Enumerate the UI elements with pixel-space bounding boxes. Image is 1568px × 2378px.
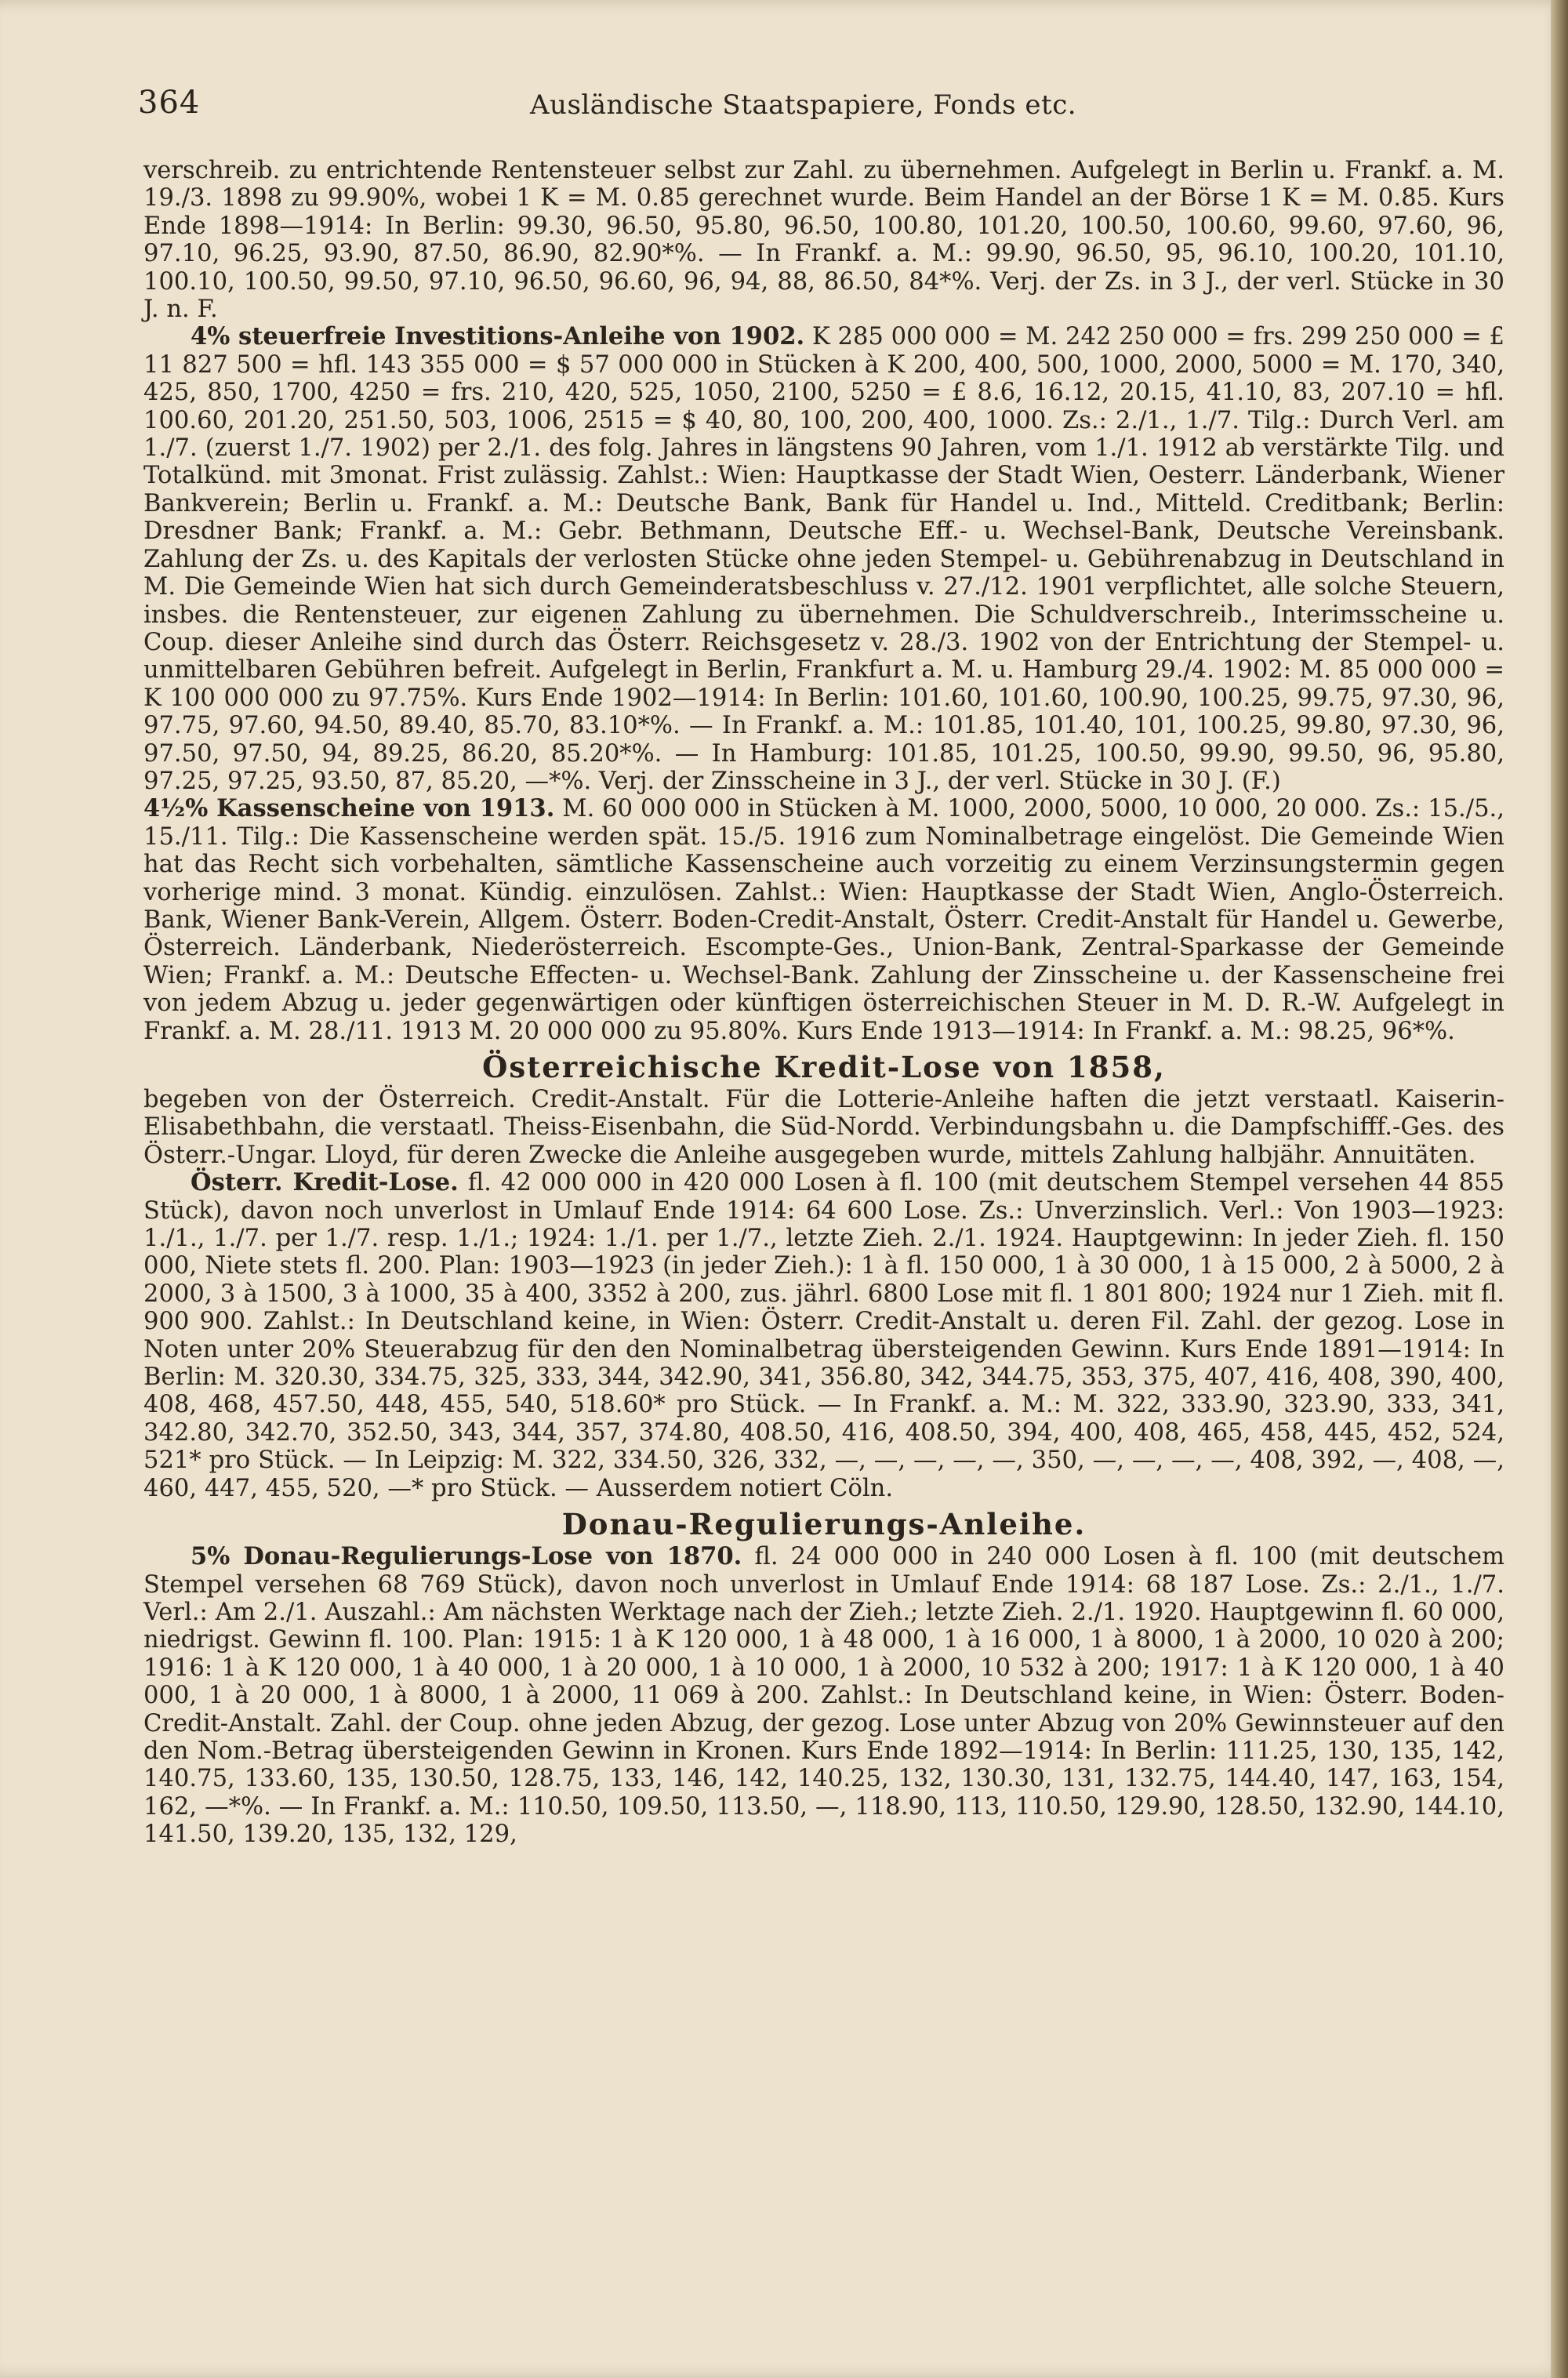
- section-title-donau-regulierung: Donau-Regulierungs-Anleihe.: [561, 1507, 1087, 1542]
- paragraph-kredit-lose: [143, 1169, 1504, 1502]
- entry-heading-kredit-lose: Österr. Kredit-Lose.: [191, 1168, 459, 1197]
- paragraph-investitions-anleihe: [143, 323, 1504, 795]
- entry-heading-donau-lose: 5% Donau-Regulierungs-Lose von 1870.: [191, 1542, 742, 1571]
- section-title-kredit-lose: Österreichische Kredit-Lose von 1858,: [482, 1050, 1166, 1084]
- page-number: 364: [138, 85, 201, 121]
- paragraph-kredit-lose-intro: begeben von der Österreich. Credit-Anstalt. Für die Lotterie-Anleihe haften die jetzt verstaatl. Kaiserin-Elisabethbahn, die verstaatl. Theiss-Eisenbahn, die Süd-Nordd. Verbindungsbahn u. die Dampfschifff.-Ges. des Österr.-Ungar. Lloyd, für deren Zwecke die Anleihe ausgegeben wurde, mittels Zahlung halbjähr. Annuitäten.: [143, 1086, 1504, 1169]
- entry-text-kredit-lose: fl. 42 000 000 in 420 000 Losen à fl. 100 (mit deutschem Stempel versehen 44 855 Stück), davon noch unverlost in Umlauf Ende 1914: 64 600 Lose. Zs.: Unverzinslich. Verl.: Von 1903—1923: 1./1., 1./7. per 1./7. resp. 1./1.; 1924: 1./1. per 1./7., letzte Zieh. 2./1. 1924. Hauptgewinn: In jeder Zieh. fl. 150 000, Niete stets fl. 200. Plan: 1903—1923 (in jeder Zieh.): 1 à fl. 150 000, 1 à 30 000, 1 à 15 000, 2 à 5000, 2 à 2000, 3 à 1500, 3 à 1000, 35 à 400, 3352 à 200, zus. jährl. 6800 Lose mit fl. 1 801 800; 1924 nur 1 Zieh. mit fl. 900 900. Zahlst.: In Deutschland keine, in Wien: Österr. Credit-Anstalt u. deren Fil. Zahl. der gezog. Lose in Noten unter 20% Steuerabzug für den den Nominalbetrag übersteigenden Gewinn. Kurs Ende 1891—1914: In Berlin: M. 320.30, 334.75, 325, 333, 344, 342.90, 341, 356.80, 342, 344.75, 353, 375, 407, 416, 408, 390, 400, 408, 468, 457.50, 448, 455, 540, 518.60* pro Stück. — In Frankf. a. M.: M. 322, 333.90, 323.90, 333, 341, 342.80, 342.70, 352.50, 343, 344, 357, 374.80, 408.50, 416, 408.50, 394, 400, 408, 465, 458, 445, 452, 524, 521* pro Stück. — In Leipzig: M. 322, 334.50, 326, 332, —, —, —, —, —, 350, —, —, —, —, 408, 392, —, 408, —, 460, 447, 455, 520, —* pro Stück. — Ausserdem notiert Cöln.: [143, 1169, 1504, 1502]
- page-body: [143, 157, 1504, 1849]
- entry-text-kassenscheine: M. 60 000 000 in Stücken à M. 1000, 2000, 5000, 10 000, 20 000. Zs.: 15./5., 15./11. Tilg.: Die Kassenscheine werden spät. 15./5. 1916 zum Nominalbetrage eingelöst. Die Gemeinde Wien hat das Recht sich vorbehalten, sämtliche Kassenscheine auch vorzeitig zu einem Verzinsungstermin gegen vorherige mind. 3 monat. Kündig. einzulösen. Zahlst.: Wien: Hauptkasse der Stadt Wien, Anglo-Österreich. Bank, Wiener Bank-Verein, Allgem. Österr. Boden-Credit-Anstalt, Österr. Credit-Anstalt für Handel u. Gewerbe, Österreich. Länderbank, Niederösterreich. Escompte-Ges., Union-Bank, Zentral-Sparkasse der Gemeinde Wien; Frankf. a. M.: Deutsche Effecten- u. Wechsel-Bank. Zahlung der Zinsscheine u. der Kassenscheine frei von jedem Abzug u. jeder gegenwärtigen oder künftigen österreichischen Steuer in M. D. R.-W. Aufgelegt in Frankf. a. M. 28./11. 1913 M. 20 000 000 zu 95.80%. Kurs Ende 1913—1914: In Frankf. a. M.: 98.25, 96*%.: [143, 795, 1504, 1045]
- entry-heading-investitions-anleihe: 4% steuerfreie Investitions-Anleihe von 1902.: [191, 322, 805, 351]
- entry-text-investitions-anleihe: K 285 000 000 = M. 242 250 000 = frs. 299 250 000 = £ 11 827 500 = hfl. 143 355 000 = $ 57 000 000 in Stücken à K 200, 400, 500, 1000, 2000, 5000 = M. 170, 340, 425, 850, 1700, 4250 = frs. 210, 420, 525, 1050, 2100, 5250 = £ 8.6, 16.12, 20.15, 41.10, 83, 207.10 = hfl. 100.60, 201.20, 251.50, 503, 1006, 2515 = $ 40, 80, 100, 200, 400, 1000. Zs.: 2./1., 1./7. Tilg.: Durch Verl. am 1./7. (zuerst 1./7. 1902) per 2./1. des folg. Jahres in längstens 90 Jahren, vom 1./1. 1912 ab verstärkte Tilg. und Totalkünd. mit 3monat. Frist zulässig. Zahlst.: Wien: Hauptkasse der Stadt Wien, Oesterr. Länderbank, Wiener Bankverein; Berlin u. Frankf. a. M.: Deutsche Bank, Bank für Handel u. Ind., Mitteld. Creditbank; Berlin: Dresdner Bank; Frankf. a. M.: Gebr. Bethmann, Deutsche Eff.- u. Wechsel-Bank, Deutsche Vereinsbank. Zahlung der Zs. u. des Kapitals der verlosten Stücke ohne jeden Stempel- u. Gebührenabzug in Deutschland in M. Die Gemeinde Wien hat sich durch Gemeinderatsbeschluss v. 27./12. 1901 verpflichtet, alle solche Steuern, insbes. die Rentensteuer, zur eigenen Zahlung zu übernehmen. Die Schuldverschreib., Interimsscheine u. Coup. dieser Anleihe sind durch das Österr. Reichsgesetz v. 28./3. 1902 von der Entrichtung der Stempel- u. unmittelbaren Gebühren befreit. Aufgelegt in Berlin, Frankfurt a. M. u. Hamburg 29./4. 1902: M. 85 000 000 = K 100 000 000 zu 97.75%. Kurs Ende 1902—1914: In Berlin: 101.60, 101.60, 100.90, 100.25, 99.75, 97.30, 96, 97.75, 97.60, 94.50, 89.40, 85.70, 83.10*%. — In Frankf. a. M.: 101.85, 101.40, 101, 100.25, 99.80, 97.30, 96, 97.50, 97.50, 94, 89.25, 86.20, 85.20*%. — In Hamburg: 101.85, 101.25, 100.50, 99.90, 99.50, 96, 95.80, 97.25, 97.25, 93.50, 87, 85.20, —*%. Verj. der Zinsscheine in 3 J., der verl. Stücke in 30 J. (F.): [143, 323, 1504, 795]
- page-header: [138, 85, 1502, 125]
- paragraph-donau-lose: [143, 1543, 1504, 1848]
- entry-heading-kassenscheine: 4½% Kassenscheine von 1913.: [143, 794, 555, 823]
- paragraph-kassenscheine: [143, 795, 1504, 1045]
- paragraph-rentensteuer: verschreib. zu entrichtende Rentensteuer selbst zur Zahl. zu übernehmen. Aufgelegt in Berlin u. Frankf. a. M. 19./3. 1898 zu 99.90%, wobei 1 K = M. 0.85 gerechnet wurde. Beim Handel an der Börse 1 K = M. 0.85. Kurs Ende 1898—1914: In Berlin: 99.30, 96.50, 95.80, 96.50, 100.80, 101.20, 100.50, 100.60, 99.60, 97.60, 96, 97.10, 96.25, 93.90, 87.50, 86.90, 82.90*%. — In Frankf. a. M.: 99.90, 96.50, 95, 96.10, 100.20, 101.10, 100.10, 100.50, 99.50, 97.10, 96.50, 96.60, 96, 94, 88, 86.50, 84*%. Verj. der Zs. in 3 J., der verl. Stücke in 30 J. n. F.: [143, 157, 1504, 324]
- page-spine-shadow: [1551, 0, 1568, 2378]
- entry-text-donau-lose: fl. 24 000 000 in 240 000 Losen à fl. 100 (mit deutschem Stempel versehen 68 769 Stück), davon noch unverlost in Umlauf Ende 1914: 68 187 Lose. Zs.: 2./1., 1./7. Verl.: Am 2./1. Auszahl.: Am nächsten Werktage nach der Zieh.; letzte Zieh. 2./1. 1920. Hauptgewinn fl. 60 000, niedrigst. Gewinn fl. 100. Plan: 1915: 1 à K 120 000, 1 à 48 000, 1 à 16 000, 1 à 8000, 1 à 2000, 10 020 à 200; 1916: 1 à K 120 000, 1 à 40 000, 1 à 20 000, 1 à 10 000, 1 à 2000, 10 532 à 200; 1917: 1 à K 120 000, 1 à 40 000, 1 à 20 000, 1 à 8000, 1 à 2000, 11 069 à 200. Zahlst.: In Deutschland keine, in Wien: Österr. Boden-Credit-Anstalt. Zahl. der Coup. ohne jeden Abzug, der gezog. Lose unter Abzug von 20% Gewinnsteuer auf den den Nom.-Betrag übersteigenden Gewinn in Kronen. Kurs Ende 1892—1914: In Berlin: 111.25, 130, 135, 142, 140.75, 133.60, 135, 130.50, 128.75, 133, 146, 142, 140.25, 132, 130.30, 131, 132.75, 144.40, 147, 163, 154, 162, —*%. — In Frankf. a. M.: 110.50, 109.50, 113.50, —, 118.90, 113, 110.50, 129.90, 128.50, 132.90, 144.10, 141.50, 139.20, 135, 132, 129,: [143, 1543, 1504, 1849]
- running-title: Ausländische Staatspapiere, Fonds etc.: [530, 89, 1077, 121]
